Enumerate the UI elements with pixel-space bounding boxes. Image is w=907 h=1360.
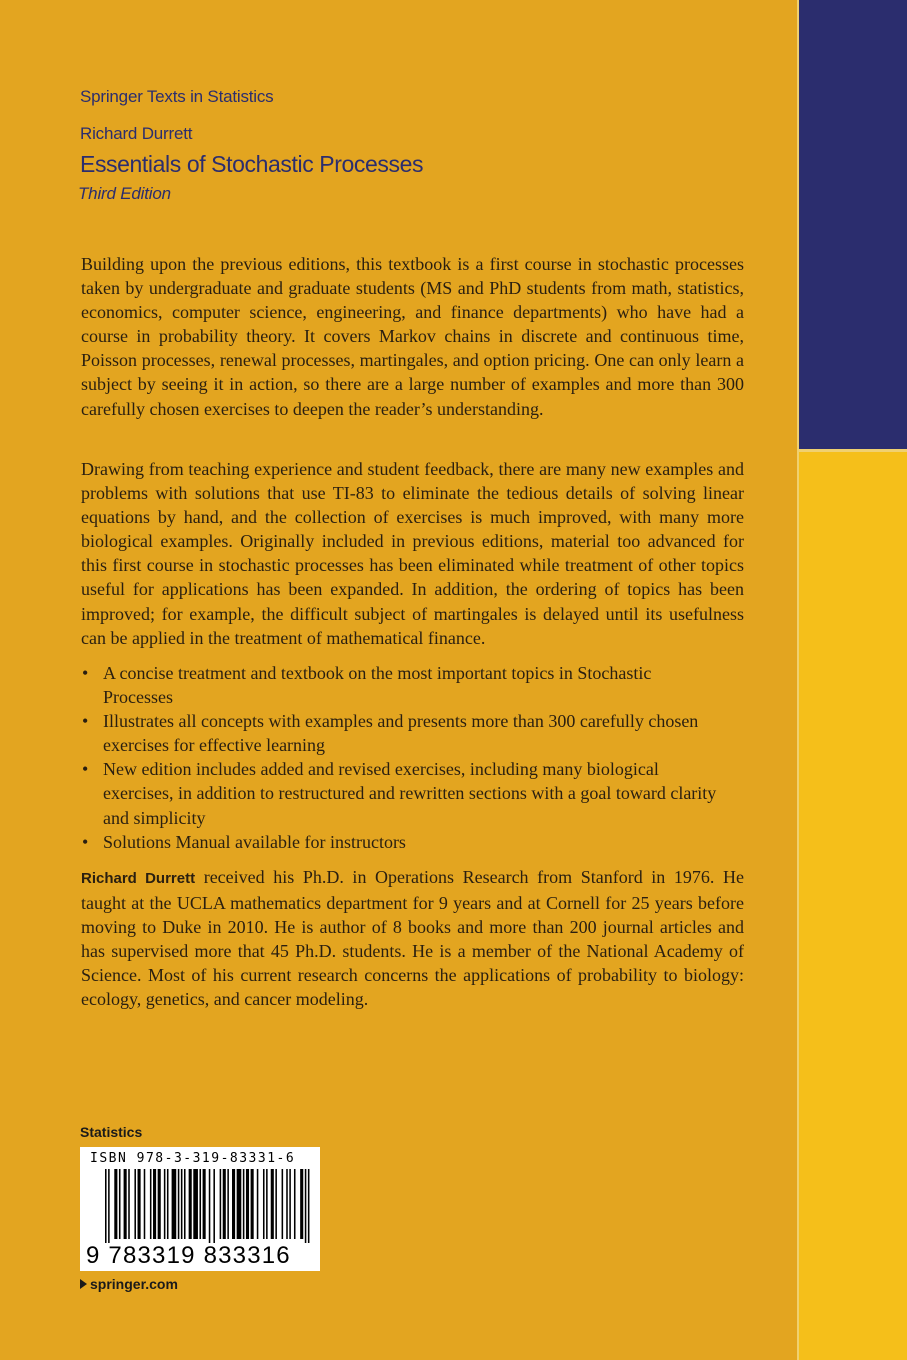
barcode-bar [237,1169,242,1239]
navy-stripe [797,0,907,452]
barcode-bar [305,1169,307,1243]
website-text: springer.com [90,1276,178,1292]
feature-list [81,661,744,854]
barcode-bar [300,1169,303,1239]
yellow-stripe [799,452,907,1360]
barcode-bar [282,1169,284,1239]
barcode-bar [209,1169,211,1243]
barcode-bar [286,1169,288,1239]
author-name: Richard Durrett [80,124,193,143]
barcode-bar [158,1169,161,1239]
barcode-bar [220,1169,222,1239]
description-paragraph-1: Building upon the previous editions, this textbook is a first course in stochastic processes taken by undergraduate and graduate students (MS and PhD students from math, statistics, economics, computer science, engineering, and finance departments) who have had a course in probability theory. It covers Markov chains in discrete and continuous time, Poisson processes, renewal processes, martingales, and option pricing. One can only learn a subject by seeing it in action, so there are a large number of examples and more than 300 carefully chosen exercises to deepen the reader’s understanding. [81,254,744,419]
feature-item: • Solutions Manual available for instructors [81,830,744,854]
barcode-bar [181,1169,183,1239]
barcode-bar [153,1169,156,1239]
barcode-bar [189,1169,192,1239]
isbn-barcode [80,1147,320,1271]
description-paragraph-2: Drawing from teaching experience and student feedback, there are many new examples and problems with solutions that use TI-83 to eliminate the tedious details of solving linear equations by hand, and the collection of exercises is much improved, with many more biological examples. Originally included in previous editions, material too advanced for this first course in stochastic processes has been eliminated while treatment of other topics useful for applications has been expanded. In addition, the ordering of topics has been improved; for example, the difficult subject of martingales is delayed until its usefulness can be applied in the treatment of mathematical finance. [81,459,744,648]
bio-author-name: Richard Durrett [81,870,196,887]
barcode-bar [294,1169,296,1239]
barcode-bar [251,1169,254,1239]
barcode-bar [243,1169,245,1239]
subject-category: Statistics [80,1124,143,1140]
barcode-bar [289,1169,291,1239]
barcode-bar [134,1169,136,1239]
barcode-bar [275,1169,277,1239]
author-bio [81,865,744,1012]
barcode-bar [184,1169,186,1239]
edition-label: Third Edition [78,184,171,203]
barcode-bar [167,1169,169,1239]
barcode-bar [144,1169,146,1239]
barcode-bar [114,1169,117,1239]
barcode-digits: 9 783319 833316 [86,1242,291,1269]
barcode-bar [271,1169,274,1239]
feature-item: • Illustrates all concepts with examples and presents more than 300 carefully chosen exercises for effective learning [81,709,744,757]
website-link[interactable] [80,1276,178,1292]
barcode-bar [193,1169,198,1239]
triangle-arrow-icon [80,1279,87,1289]
barcode-bar [246,1169,249,1239]
barcode-bar [223,1169,226,1239]
barcode-bar [227,1169,229,1239]
barcode-bar [199,1169,201,1239]
barcode-bar [257,1169,259,1239]
barcode-bar [172,1169,177,1239]
series-name: Springer Texts in Statistics [80,87,274,106]
bio-text: received his Ph.D. in Operations Research from Stanford in 1976. He taught at the UCLA mathematics department for 9 years and at Cornell for 25 years before moving to Duke in 2010. He is author of 8 books and more than 200 journal articles and has supervised more that 45 Ph.D. students. He is a member of the National Academy of Science. Most of his current research concerns the applications of probability to biology: ecology, genetics, and cancer modeling. [81,867,744,1010]
barcode-bar [119,1169,121,1239]
isbn-label: ISBN 978-3-319-83331-6 [90,1151,296,1166]
stripe-divider [797,0,799,1360]
feature-item: • A concise treatment and textbook on the most important topics in Stochastic Processes [81,661,744,709]
barcode-bar [308,1169,310,1243]
barcode-bar [266,1169,268,1239]
stripe-separator [797,449,907,452]
feature-item: • New edition includes added and revised exercises, including many biological exercises, in addition to restructured and rewritten sections with a goal toward clarity and simplicity [81,757,744,829]
barcode-bar [128,1169,130,1239]
barcode-bar [203,1169,206,1239]
barcode-bar [105,1169,107,1243]
book-title: Essentials of Stochastic Processes [80,151,424,177]
barcode-bar [108,1169,110,1243]
barcode-bar [124,1169,127,1239]
barcode-bar [164,1169,166,1239]
barcode-bar [150,1169,152,1239]
barcode-bar [232,1169,235,1239]
barcode-bar [213,1169,215,1243]
barcode-bar [138,1169,141,1239]
barcode-bars [105,1169,311,1243]
barcode-bar [178,1169,180,1239]
barcode-bar [263,1169,265,1239]
